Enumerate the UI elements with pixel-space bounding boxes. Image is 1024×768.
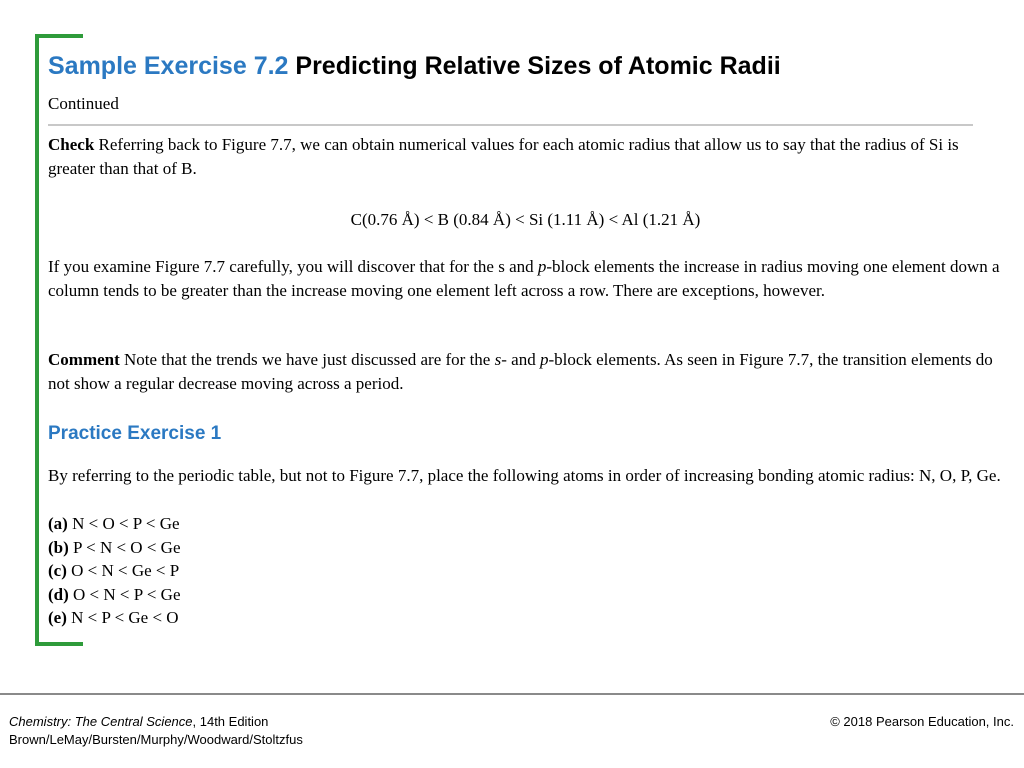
comment-text-a: Note that the trends we have just discussed are for the	[124, 350, 495, 369]
footer-citation	[9, 713, 303, 749]
option-text: O < N < Ge < P	[71, 561, 180, 580]
radius-comparison-equation: C(0.76 Å) < B (0.84 Å) < Si (1.11 Å) < Al (1.21 Å)	[350, 210, 701, 229]
footer-copyright: © 2018 Pearson Education, Inc.	[830, 714, 1014, 729]
option-letter: (b)	[48, 537, 69, 557]
page-title	[48, 50, 781, 82]
comment-paragraph	[48, 348, 1003, 396]
option-letter: (c)	[48, 561, 67, 580]
comment-text-b: - and	[501, 350, 540, 369]
answer-option-b	[48, 536, 181, 560]
examine-text-a: If you examine Figure 7.7 carefully, you will discover that for the s	[48, 257, 505, 276]
option-letter: (a)	[48, 514, 68, 533]
option-text: O < N < P < Ge	[73, 584, 181, 604]
comment-s-italic: s	[494, 350, 502, 369]
practice-exercise-heading: Practice Exercise 1	[48, 423, 222, 444]
title-exercise-number: Sample Exercise 7.2	[48, 52, 289, 80]
examine-text-b: and	[509, 257, 538, 276]
continued-label: Continued	[48, 94, 119, 113]
footer-book-line	[9, 713, 303, 731]
divider	[48, 124, 973, 126]
comment-label: Comment	[48, 350, 120, 369]
check-label: Check	[48, 135, 95, 154]
option-text: P < N < O < Ge	[73, 537, 181, 557]
examine-paragraph	[48, 255, 1003, 303]
option-text: N < O < P < Ge	[72, 514, 180, 533]
check-paragraph	[48, 133, 1003, 181]
footer-divider	[0, 693, 1024, 695]
option-letter: (e)	[48, 608, 67, 627]
comment-p-italic: p	[539, 350, 549, 369]
examine-p-italic: p	[537, 257, 547, 276]
answer-option-a	[48, 512, 181, 536]
answer-options-list	[48, 512, 181, 630]
answer-option-e	[48, 606, 181, 630]
answer-option-c	[48, 559, 181, 583]
option-text: N < P < Ge < O	[71, 608, 179, 627]
footer-edition: , 14th Edition	[192, 714, 269, 729]
check-text: Referring back to Figure 7.7, we can obtain numerical values for each atomic radius that allow us to say that the radius of Si is greater than that of B.	[48, 135, 959, 178]
footer-book-title: Chemistry: The Central Science	[9, 714, 193, 729]
examine-text-c: -block elements the increase in radius moving one element down a column tends to be greater than the increase moving one element left across a row. There are exceptions, however.	[48, 257, 1000, 300]
practice-question: By referring to the periodic table, but not to Figure 7.7, place the following atoms in order of increasing bonding atomic radius: N, O, P, Ge.	[48, 466, 1001, 485]
footer-authors: Brown/LeMay/Bursten/Murphy/Woodward/Stoltzfus	[9, 732, 303, 747]
title-topic: Predicting Relative Sizes of Atomic Radii	[295, 52, 781, 80]
answer-option-d	[48, 583, 181, 607]
comment-text-c: -block elements. As seen in Figure 7.7, the transition elements do not show a regular decrease moving across a period.	[48, 350, 993, 393]
option-letter: (d)	[48, 584, 69, 604]
